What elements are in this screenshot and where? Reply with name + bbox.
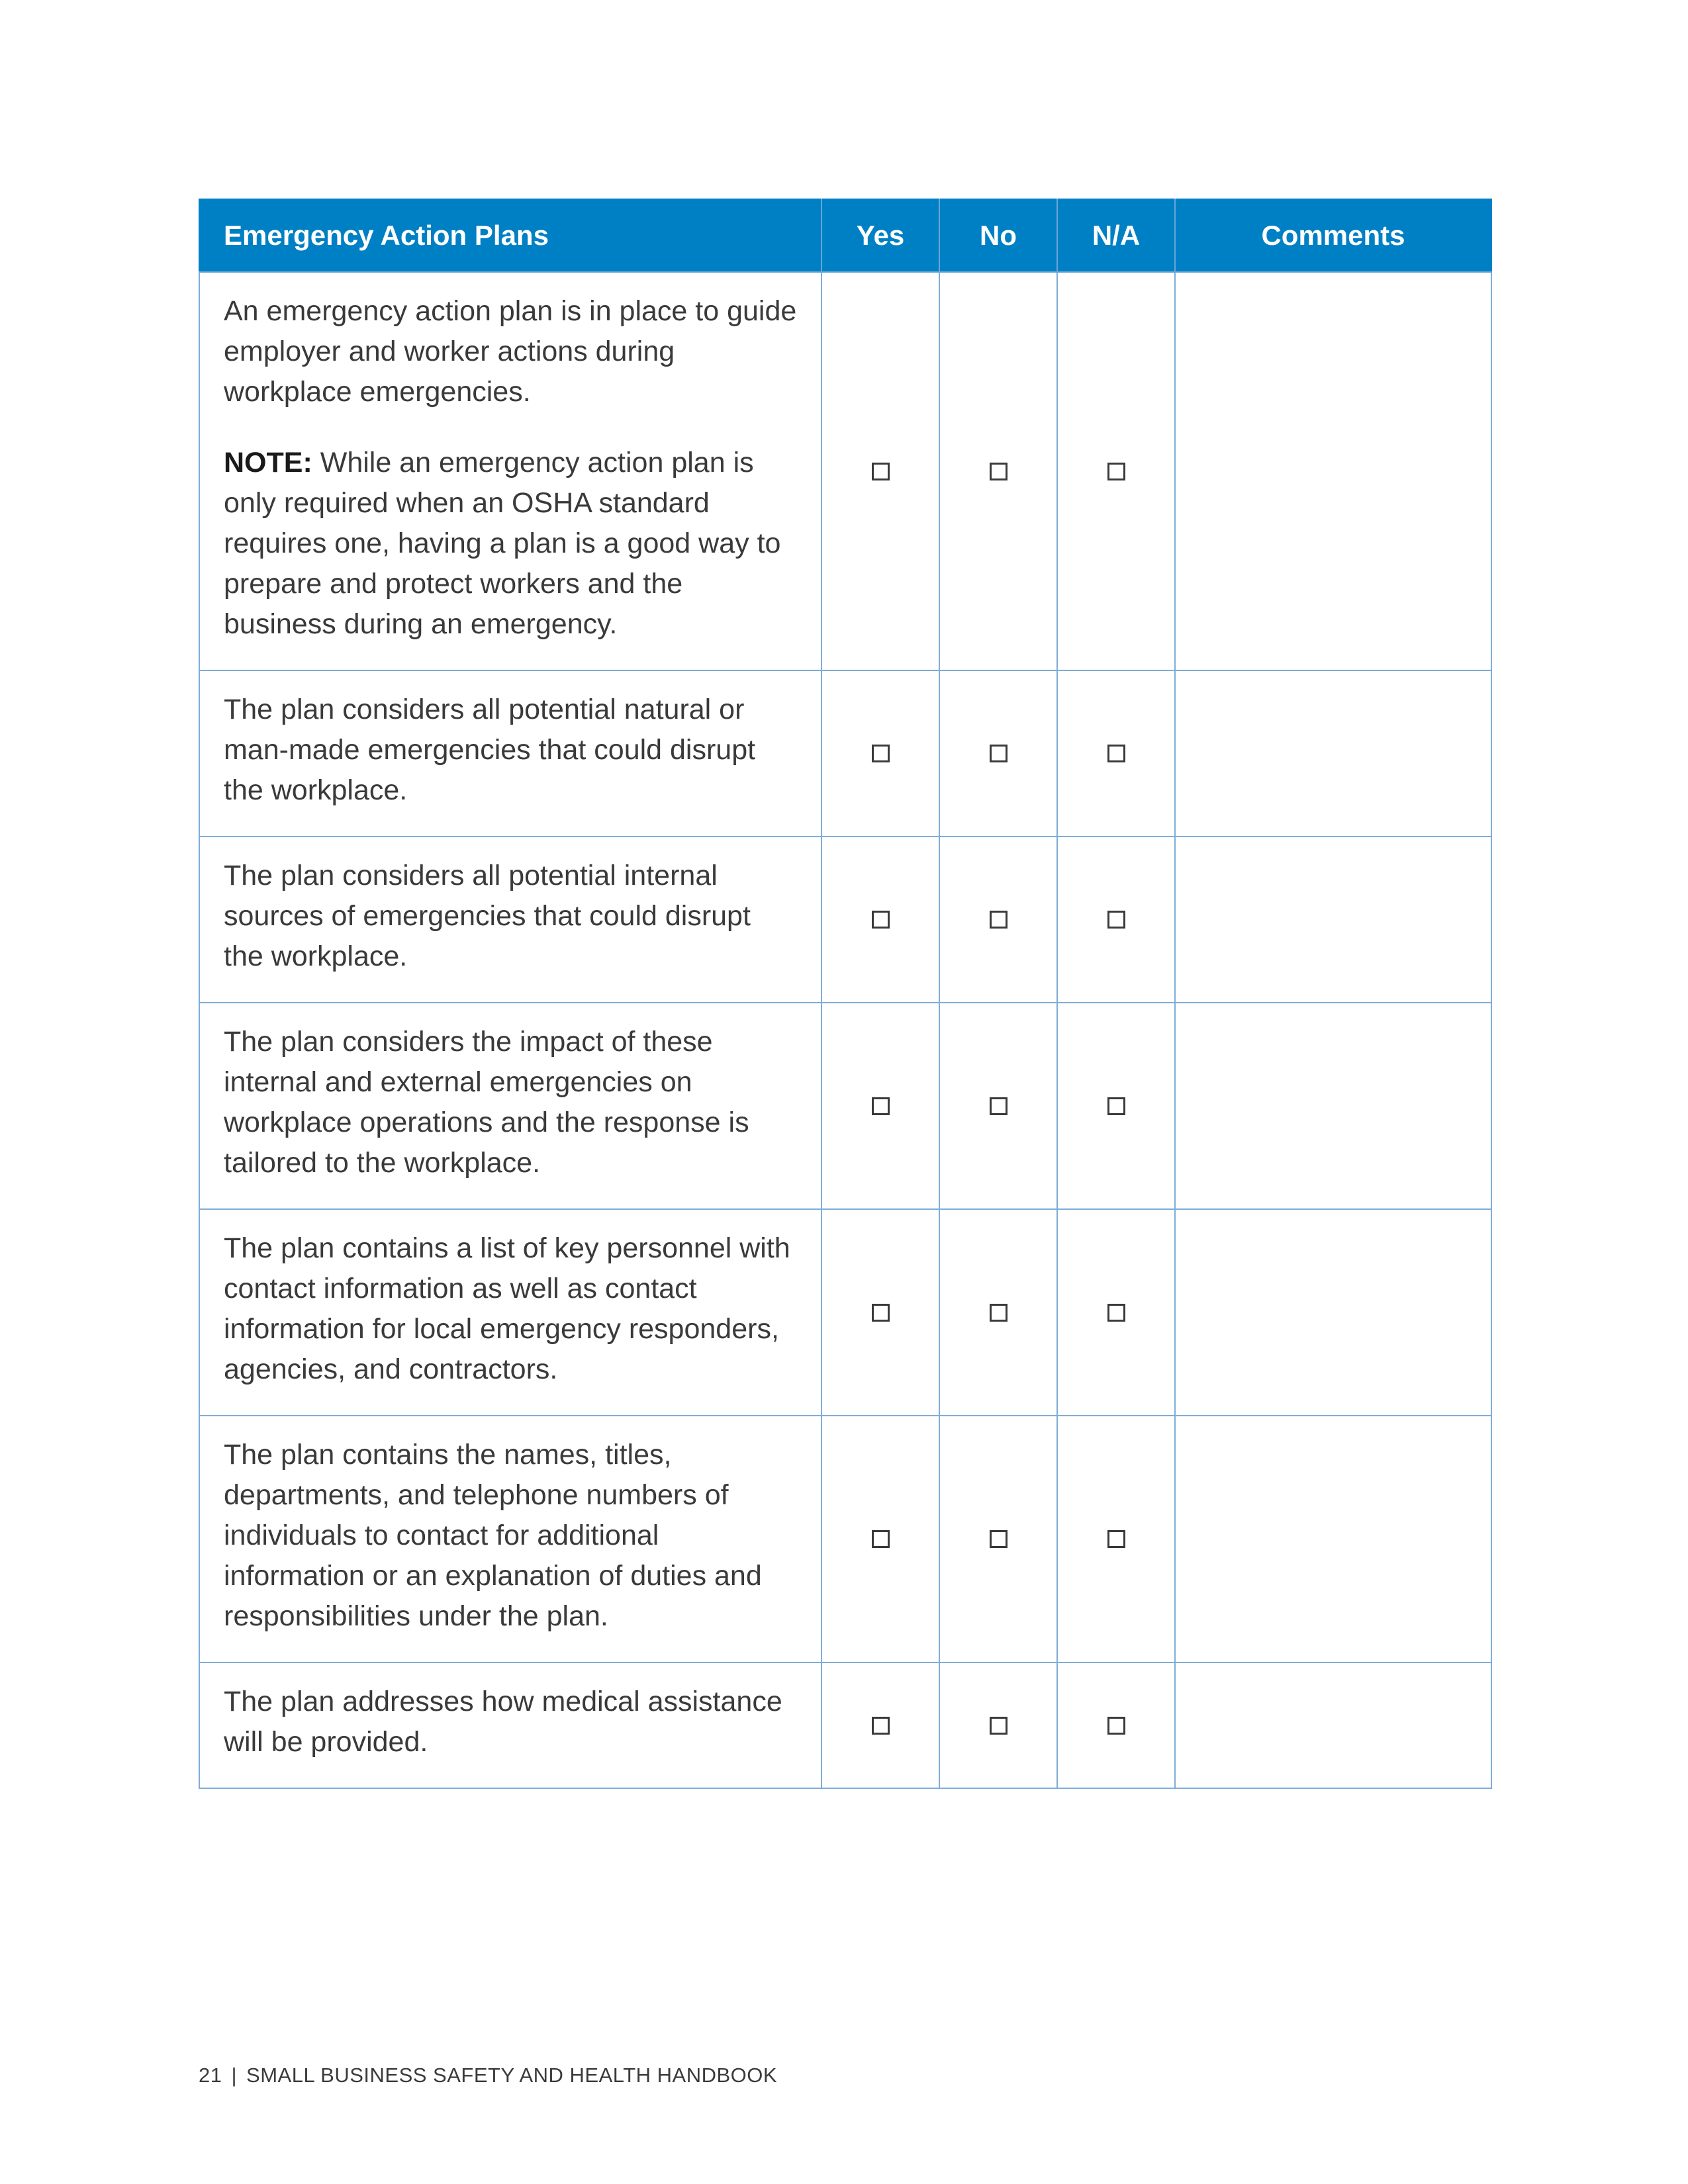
table-header-row bbox=[199, 199, 1491, 272]
empty-checkbox-icon bbox=[990, 1304, 1008, 1322]
empty-checkbox-icon bbox=[1107, 745, 1125, 762]
checklist-item-text: The plan considers all potential natural or man-made emergencies that could disrupt the workplace. bbox=[199, 670, 821, 837]
no-checkbox[interactable] bbox=[939, 837, 1057, 1003]
header-yes: Yes bbox=[821, 199, 939, 272]
comments-cell[interactable] bbox=[1175, 1003, 1491, 1209]
table-row bbox=[199, 1416, 1491, 1662]
no-checkbox[interactable] bbox=[939, 670, 1057, 837]
empty-checkbox-icon bbox=[1107, 1304, 1125, 1322]
na-checkbox[interactable] bbox=[1057, 272, 1175, 670]
empty-checkbox-icon bbox=[872, 1304, 890, 1322]
yes-checkbox[interactable] bbox=[821, 1209, 939, 1416]
header-no: No bbox=[939, 199, 1057, 272]
yes-checkbox[interactable] bbox=[821, 670, 939, 837]
footer-separator: | bbox=[231, 2064, 238, 2087]
na-checkbox[interactable] bbox=[1057, 837, 1175, 1003]
comments-cell[interactable] bbox=[1175, 1416, 1491, 1662]
empty-checkbox-icon bbox=[872, 1097, 890, 1115]
checklist-item-text: The plan contains a list of key personnel with contact information as well as contact information for local emergency responders, agencies, and contractors. bbox=[199, 1209, 821, 1416]
table-row bbox=[199, 1209, 1491, 1416]
empty-checkbox-icon bbox=[990, 1530, 1008, 1548]
empty-checkbox-icon bbox=[872, 1530, 890, 1548]
table-row bbox=[199, 272, 1491, 670]
na-checkbox[interactable] bbox=[1057, 1209, 1175, 1416]
page-footer bbox=[199, 2064, 777, 2087]
empty-checkbox-icon bbox=[1107, 1097, 1125, 1115]
header-comments: Comments bbox=[1175, 199, 1491, 272]
empty-checkbox-icon bbox=[990, 463, 1008, 480]
checklist-item-text bbox=[199, 272, 821, 670]
na-checkbox[interactable] bbox=[1057, 1003, 1175, 1209]
comments-cell[interactable] bbox=[1175, 272, 1491, 670]
comments-cell[interactable] bbox=[1175, 837, 1491, 1003]
no-checkbox[interactable] bbox=[939, 1662, 1057, 1788]
checklist-item-text: The plan contains the names, titles, departments, and telephone numbers of individuals to contact for additional information or an explanation of duties and responsibilities under the plan. bbox=[199, 1416, 821, 1662]
na-checkbox[interactable] bbox=[1057, 1416, 1175, 1662]
header-emergency-action-plans: Emergency Action Plans bbox=[199, 199, 821, 272]
empty-checkbox-icon bbox=[990, 745, 1008, 762]
no-checkbox[interactable] bbox=[939, 272, 1057, 670]
yes-checkbox[interactable] bbox=[821, 837, 939, 1003]
note-text: While an emergency action plan is only required when an OSHA standard requires one, having a plan is a good way to prepare and protect workers and the business during an emergency. bbox=[224, 447, 781, 640]
empty-checkbox-icon bbox=[990, 911, 1008, 929]
comments-cell[interactable] bbox=[1175, 1662, 1491, 1788]
empty-checkbox-icon bbox=[990, 1097, 1008, 1115]
checklist-item-text: The plan considers the impact of these internal and external emergencies on workplace operations and the response is tailored to the workplace. bbox=[199, 1003, 821, 1209]
table-row bbox=[199, 1662, 1491, 1788]
empty-checkbox-icon bbox=[1107, 463, 1125, 480]
yes-checkbox[interactable] bbox=[821, 272, 939, 670]
checklist-item-note bbox=[224, 443, 797, 645]
empty-checkbox-icon bbox=[872, 745, 890, 762]
table-row bbox=[199, 1003, 1491, 1209]
checklist-item-text: The plan considers all potential internal sources of emergencies that could disrupt the workplace. bbox=[199, 837, 821, 1003]
empty-checkbox-icon bbox=[872, 1717, 890, 1735]
checklist-item-statement: An emergency action plan is in place to guide employer and worker actions during workplace emergencies. bbox=[224, 295, 797, 408]
na-checkbox[interactable] bbox=[1057, 670, 1175, 837]
empty-checkbox-icon bbox=[1107, 1530, 1125, 1548]
footer-title: SMALL BUSINESS SAFETY AND HEALTH HANDBOOK bbox=[246, 2064, 778, 2087]
table-row bbox=[199, 837, 1491, 1003]
yes-checkbox[interactable] bbox=[821, 1662, 939, 1788]
empty-checkbox-icon bbox=[1107, 911, 1125, 929]
empty-checkbox-icon bbox=[1107, 1717, 1125, 1735]
page-number: 21 bbox=[199, 2064, 222, 2087]
no-checkbox[interactable] bbox=[939, 1416, 1057, 1662]
checklist-item-text: The plan addresses how medical assistance will be provided. bbox=[199, 1662, 821, 1788]
comments-cell[interactable] bbox=[1175, 670, 1491, 837]
comments-cell[interactable] bbox=[1175, 1209, 1491, 1416]
emergency-action-plans-table bbox=[199, 199, 1492, 1789]
empty-checkbox-icon bbox=[872, 463, 890, 480]
header-na: N/A bbox=[1057, 199, 1175, 272]
yes-checkbox[interactable] bbox=[821, 1003, 939, 1209]
table-row bbox=[199, 670, 1491, 837]
note-label: NOTE: bbox=[224, 447, 312, 478]
yes-checkbox[interactable] bbox=[821, 1416, 939, 1662]
no-checkbox[interactable] bbox=[939, 1003, 1057, 1209]
empty-checkbox-icon bbox=[872, 911, 890, 929]
no-checkbox[interactable] bbox=[939, 1209, 1057, 1416]
na-checkbox[interactable] bbox=[1057, 1662, 1175, 1788]
empty-checkbox-icon bbox=[990, 1717, 1008, 1735]
